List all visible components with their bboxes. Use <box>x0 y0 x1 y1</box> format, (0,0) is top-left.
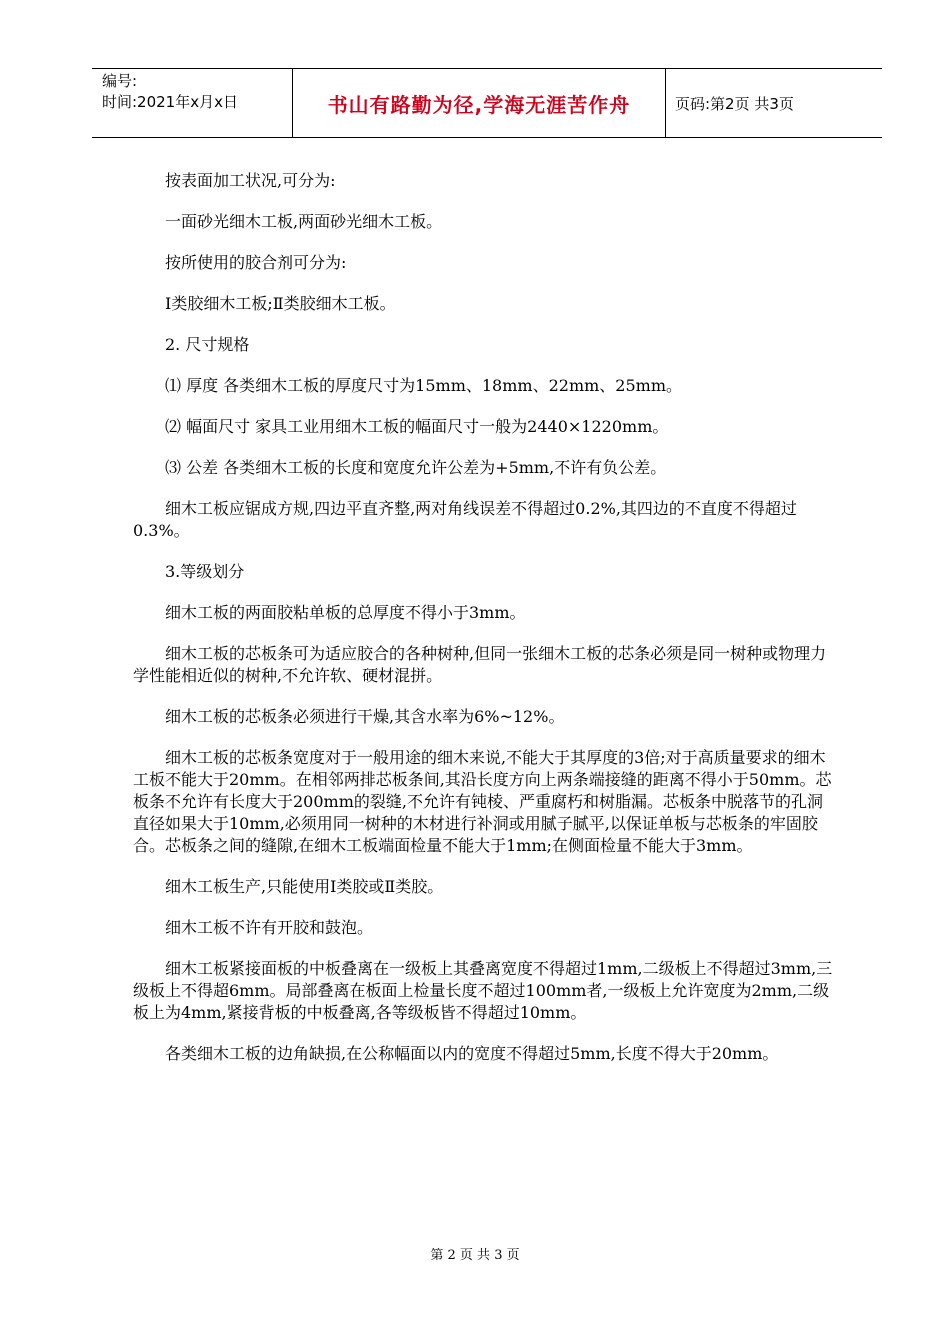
paragraph: 细木工板的芯板条必须进行干燥,其含水率为6%~12%。 <box>165 707 565 726</box>
number-label: 编号: <box>102 72 138 90</box>
paragraph: 细木工板的芯板条宽度对于一般用途的细木来说,不能大于其厚度的3倍;对于高质量要求的细木工板不能大于20mm。在相邻两排芯板条间,其沿长度方向上两条端接缝的距离不得小于50mm。芯板条不允许有长度大于200mm的裂缝,不允许有钝棱、严重腐朽和树脂漏。芯板条中脱落节的孔洞直径如果大于10mm,必须用同一树种的木材进行补洞或用腻子腻平,以保证单板与芯板条的牢固胶合。芯板条之间的缝隙,在细木工板端面检量不能大于1mm;在侧面检量不能大于3mm。 <box>133 748 832 855</box>
list-item: ⑵ 幅面尺寸 家具工业用细木工板的幅面尺寸一般为2440×1220mm。 <box>165 417 669 436</box>
header-meta <box>102 71 292 113</box>
section-heading: 3.等级划分 <box>165 562 245 581</box>
list-item: ⑶ 公差 各类细木工板的长度和宽度允许公差为+5mm,不许有负公差。 <box>165 458 667 477</box>
paragraph: 细木工板紧接面板的中板叠离在一级板上其叠离宽度不得超过1mm,二级板上不得超过3mm,三级板上不得超6mm。局部叠离在板面上检量长度不超过100mm者,一级板上允许宽度为2mm,二级板上为4mm,紧接背板的中板叠离,各等级板皆不得超过10mm。 <box>133 959 833 1022</box>
page-label: 页码:第2页 共3页 <box>675 94 794 113</box>
header-motto: 书山有路勤为径,学海无涯苦作舟 <box>327 92 631 117</box>
document-body <box>133 170 833 1065</box>
header-divider <box>665 69 666 137</box>
document-header <box>92 68 882 138</box>
paragraph: 按表面加工状况,可分为: <box>165 171 336 190</box>
paragraph: 细木工板生产,只能使用Ⅰ类胶或Ⅱ类胶。 <box>165 877 444 896</box>
paragraph: 细木工板应锯成方规,四边平直齐整,两对角线误差不得超过0.2%,其四边的不直度不得超过0.3%。 <box>133 499 797 540</box>
time-label: 时间:2021年x月x日 <box>102 93 238 111</box>
list-item: ⑴ 厚度 各类细木工板的厚度尺寸为15mm、18mm、22mm、25mm。 <box>165 376 682 395</box>
section-heading: 2. 尺寸规格 <box>165 335 250 354</box>
paragraph: 按所使用的胶合剂可分为: <box>165 253 347 272</box>
paragraph: Ⅰ类胶细木工板;Ⅱ类胶细木工板。 <box>165 294 396 313</box>
paragraph: 细木工板的芯板条可为适应胶合的各种树种,但同一张细木工板的芯条必须是同一树种或物理力学性能相近似的树种,不允许软、硬材混拼。 <box>133 644 827 685</box>
paragraph: 细木工板不许有开胶和鼓泡。 <box>165 918 374 937</box>
page-footer: 第 2 页 共 3 页 <box>430 1248 520 1263</box>
paragraph: 一面砂光细木工板,两面砂光细木工板。 <box>165 212 443 231</box>
paragraph: 各类细木工板的边角缺损,在公称幅面以内的宽度不得超过5mm,长度不得大于20mm。 <box>165 1044 779 1063</box>
paragraph: 细木工板的两面胶粘单板的总厚度不得小于3mm。 <box>165 603 526 622</box>
